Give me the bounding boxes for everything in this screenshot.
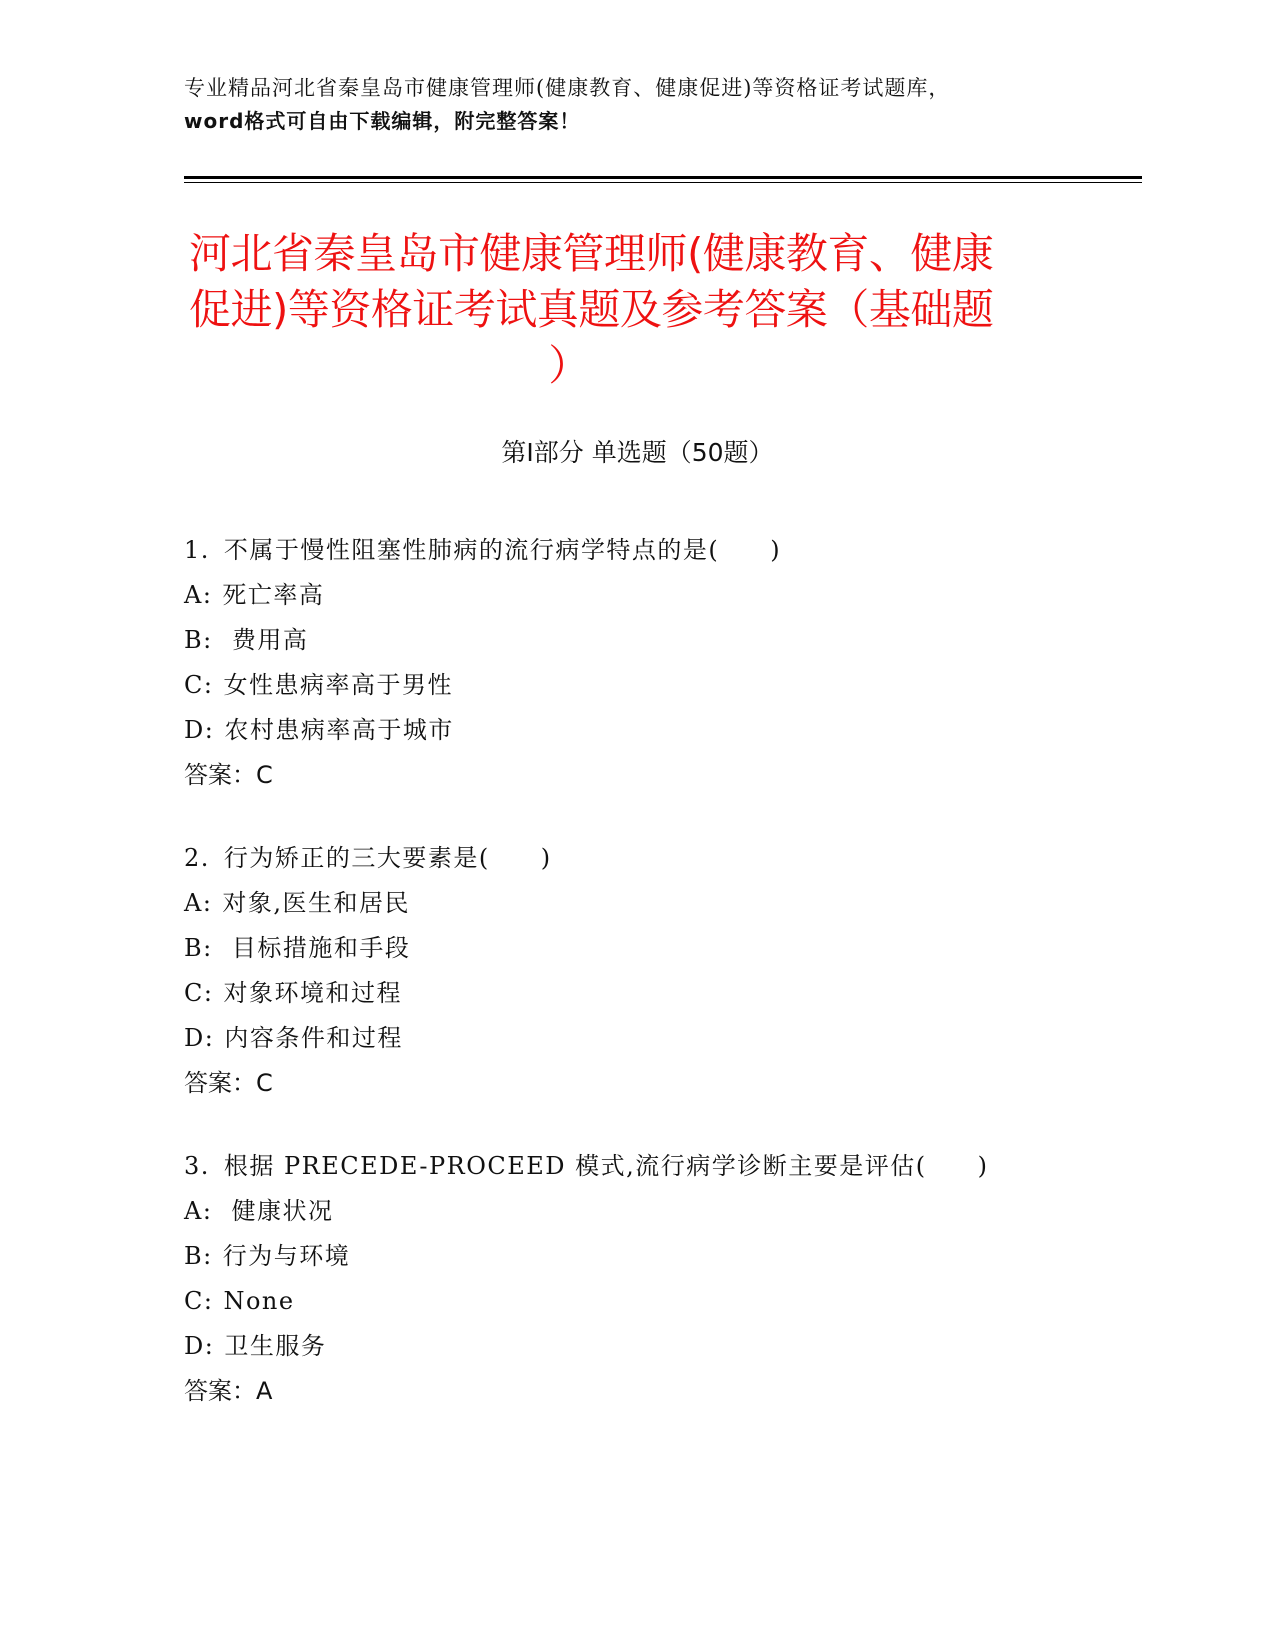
question-text: 行为矫正的三大要素是( ) bbox=[223, 844, 552, 872]
option-text: 内容条件和过程 bbox=[224, 1024, 403, 1052]
option-key: D: bbox=[184, 716, 215, 744]
section-title: 第Ⅰ部分 单选题（50题） bbox=[501, 438, 774, 467]
question-list bbox=[184, 528, 1084, 1452]
option-key: C: bbox=[184, 1287, 214, 1315]
answer: 答案：A bbox=[184, 1377, 273, 1405]
option-text: 费用高 bbox=[222, 626, 309, 654]
question-number: 1. bbox=[184, 536, 210, 564]
option-key: B: bbox=[184, 626, 213, 654]
document-title-line1: 河北省秦皇岛市健康管理师(健康教育、健康 bbox=[189, 229, 994, 278]
question-stem bbox=[184, 836, 1084, 881]
option-b bbox=[184, 926, 1084, 971]
header-divider-thin bbox=[184, 182, 1142, 183]
option-d bbox=[184, 1324, 1084, 1369]
option-key: D: bbox=[184, 1332, 215, 1360]
header-divider-thick bbox=[184, 176, 1142, 179]
option-key: A: bbox=[184, 581, 213, 609]
question-text: 根据 PRECEDE-PROCEED 模式,流行病学诊断主要是评估( ) bbox=[223, 1152, 989, 1180]
option-a bbox=[184, 573, 1084, 618]
option-text: 对象,医生和居民 bbox=[222, 889, 411, 917]
option-text: 目标措施和手段 bbox=[222, 934, 411, 962]
header-note-line2: word格式可自由下载编辑，附完整答案！ bbox=[184, 109, 581, 133]
option-key: B: bbox=[184, 934, 213, 962]
header-note-line1: 专业精品河北省秦皇岛市健康管理师(健康教育、健康促进)等资格证考试题库， bbox=[184, 76, 951, 100]
option-text: 死亡率高 bbox=[222, 581, 325, 609]
question-text: 不属于慢性阻塞性肺病的流行病学特点的是( ) bbox=[223, 536, 782, 564]
option-b bbox=[184, 1234, 1084, 1279]
answer: 答案：C bbox=[184, 761, 273, 789]
question-2 bbox=[184, 836, 1084, 1106]
option-text: 行为与环境 bbox=[222, 1242, 351, 1270]
option-c bbox=[184, 971, 1084, 1016]
question-1 bbox=[184, 528, 1084, 798]
document-title-line3: ） bbox=[548, 341, 590, 390]
question-stem bbox=[184, 528, 1084, 573]
option-text: None bbox=[223, 1287, 295, 1315]
question-number: 3. bbox=[184, 1152, 210, 1180]
answer: 答案：C bbox=[184, 1069, 273, 1097]
question-stem bbox=[184, 1144, 1084, 1189]
question-3 bbox=[184, 1144, 1084, 1414]
option-key: C: bbox=[184, 979, 214, 1007]
option-key: C: bbox=[184, 671, 214, 699]
option-c bbox=[184, 1279, 1084, 1324]
option-d bbox=[184, 708, 1084, 753]
document-title-line2: 促进)等资格证考试真题及参考答案（基础题 bbox=[189, 285, 994, 334]
option-text: 对象环境和过程 bbox=[223, 979, 402, 1007]
option-text: 健康状况 bbox=[222, 1197, 334, 1225]
option-key: B: bbox=[184, 1242, 213, 1270]
document-title bbox=[189, 226, 1089, 394]
option-d bbox=[184, 1016, 1084, 1061]
option-key: D: bbox=[184, 1024, 215, 1052]
option-c bbox=[184, 663, 1084, 708]
option-b bbox=[184, 618, 1084, 663]
option-text: 卫生服务 bbox=[224, 1332, 327, 1360]
option-key: A: bbox=[184, 1197, 213, 1225]
option-text: 农村患病率高于城市 bbox=[224, 716, 454, 744]
option-text: 女性患病率高于男性 bbox=[223, 671, 453, 699]
question-number: 2. bbox=[184, 844, 210, 872]
option-key: A: bbox=[184, 889, 213, 917]
option-a bbox=[184, 881, 1084, 926]
header-note bbox=[184, 72, 1084, 138]
option-a bbox=[184, 1189, 1084, 1234]
